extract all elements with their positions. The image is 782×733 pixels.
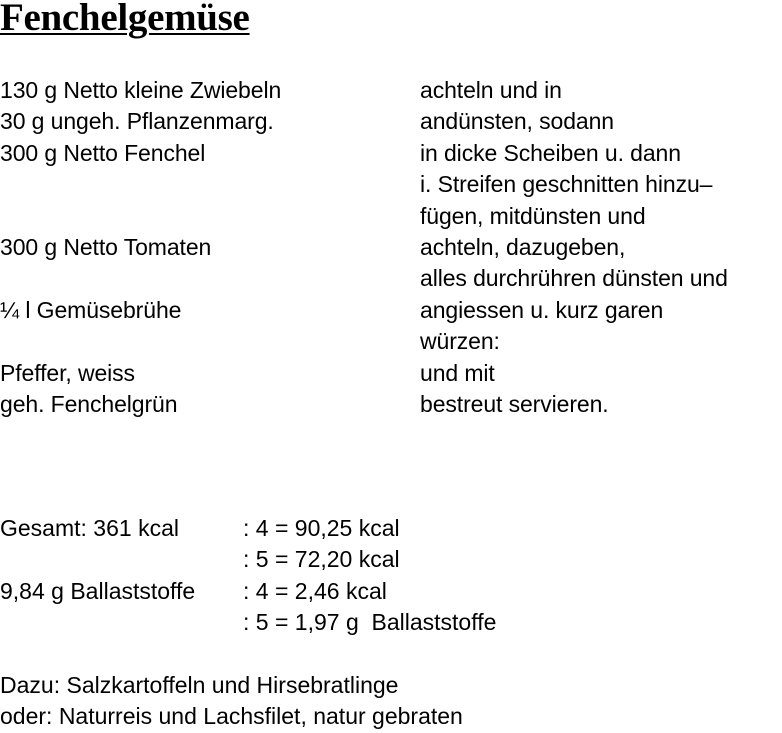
nutrition-label: 9,84 g Ballaststoffe xyxy=(0,577,196,604)
instruction: bestreut servieren. xyxy=(420,391,609,417)
nutrition-label: Gesamt: 361 kcal xyxy=(0,515,179,541)
recipe-step xyxy=(0,326,782,357)
recipe-step xyxy=(0,75,782,106)
nutrition-calc: : 4 = 2,46 kcal xyxy=(243,577,387,604)
instruction: und mit xyxy=(420,359,495,386)
instruction: andünsten, sodann xyxy=(420,108,614,135)
nutrition-row xyxy=(0,576,782,607)
serving-suggestion: Dazu: Salzkartoffeln und Hirsebratlinge xyxy=(0,672,399,698)
instruction: achteln und in xyxy=(420,77,562,103)
serving-alternative: oder: Naturreis und Lachsfilet, natur gebraten xyxy=(0,703,463,730)
nutrition-row xyxy=(0,513,782,544)
ingredient: ¼ l Gemüsebrühe xyxy=(0,296,182,323)
ingredient: 300 g Netto Fenchel xyxy=(0,139,206,166)
recipe-step xyxy=(0,169,782,200)
recipe-step xyxy=(0,201,782,232)
nutrition-calc: : 4 = 90,25 kcal xyxy=(243,515,400,541)
instruction: angiessen u. kurz garen xyxy=(420,296,664,323)
nutrition-calc: : 5 = 1,97 g Ballaststoffe xyxy=(243,609,497,636)
recipe-step xyxy=(0,232,782,263)
recipe-step xyxy=(0,389,782,420)
recipe-step xyxy=(0,138,782,169)
recipe-step xyxy=(0,106,782,137)
instruction: fügen, mitdünsten und xyxy=(420,202,646,229)
nutrition-row xyxy=(0,607,782,638)
ingredient: 130 g Netto kleine Zwiebeln xyxy=(0,77,282,103)
ingredient: 300 g Netto Tomaten xyxy=(0,234,212,260)
recipe-step xyxy=(0,358,782,389)
nutrition-row xyxy=(0,544,782,575)
ingredient: 30 g ungeh. Pflanzenmarg. xyxy=(0,108,274,135)
ingredient: Pfeffer, weiss xyxy=(0,359,135,386)
instruction: achteln, dazugeben, xyxy=(420,234,626,260)
instruction: alles durchrühren dünsten und xyxy=(420,265,728,292)
recipe-step xyxy=(0,295,782,326)
recipe-step xyxy=(0,263,782,294)
instruction: würzen: xyxy=(420,328,500,355)
ingredient: geh. Fenchelgrün xyxy=(0,391,178,417)
nutrition-calc: : 5 = 72,20 kcal xyxy=(243,546,400,573)
recipe-title: Fenchelgemüse xyxy=(0,0,250,39)
instruction: i. Streifen geschnitten hinzu– xyxy=(420,171,713,198)
instruction: in dicke Scheiben u. dann xyxy=(420,139,681,166)
